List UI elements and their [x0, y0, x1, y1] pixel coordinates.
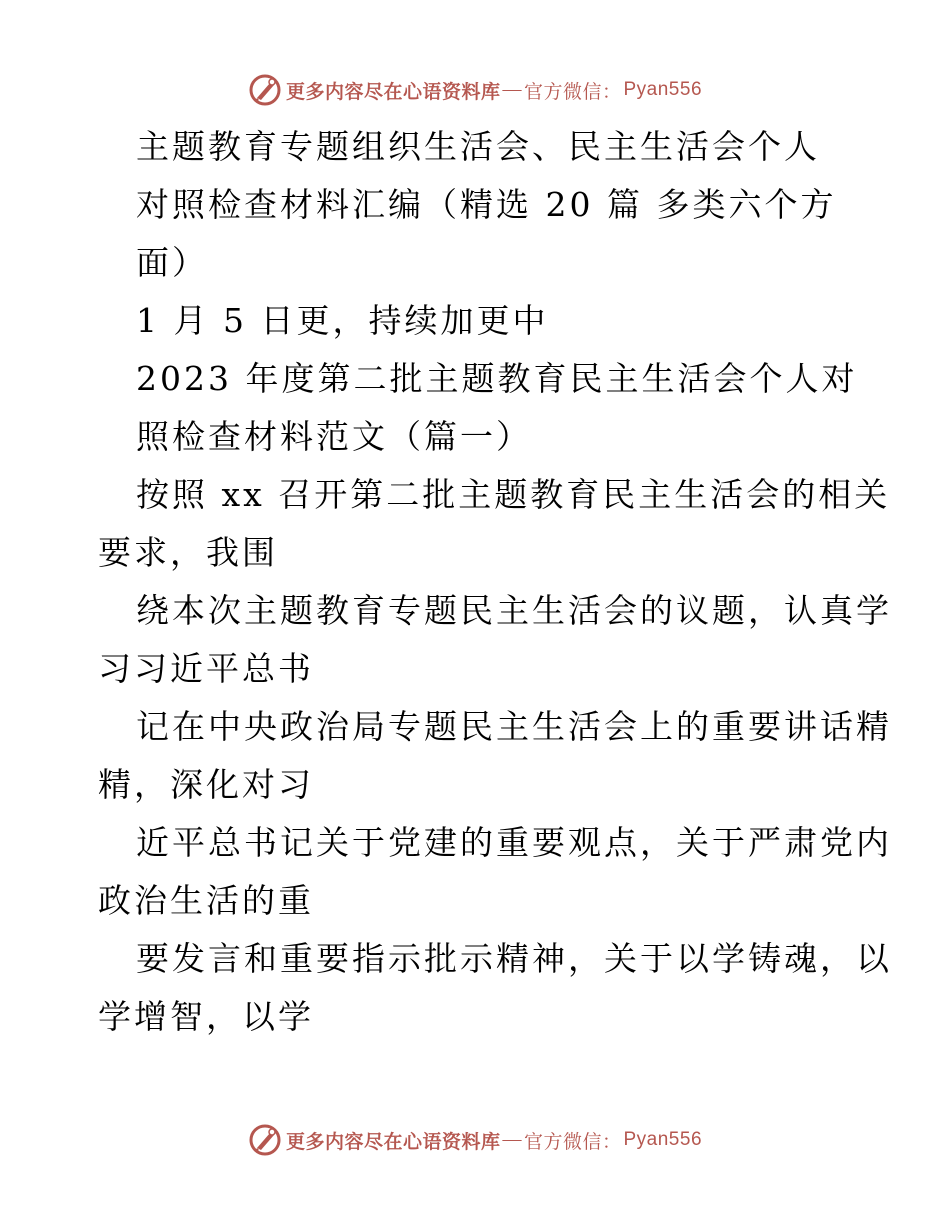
header-watermark: [0, 70, 950, 110]
paragraph-line: 习习近平总书: [98, 649, 314, 688]
paragraph-line: 精，深化对习: [98, 765, 314, 804]
watermark-brand: 更多内容尽在心语资料库: [285, 1131, 501, 1153]
watermark-brand: 更多内容尽在心语资料库: [285, 81, 501, 103]
watermark-wechat-id: Pyan556: [623, 79, 703, 100]
watermark-dash: —: [502, 1129, 522, 1150]
paragraph-line: 学增智，以学: [98, 997, 314, 1036]
watermark-label: 官方微信：: [523, 81, 622, 103]
title-line-3: 面）: [136, 243, 208, 282]
paragraph-line: 政治生活的重: [98, 881, 314, 920]
paragraph-line: 要求，我围: [98, 533, 278, 572]
title-line-2: 对照检查材料汇编（精选 20 篇 多类六个方: [136, 185, 837, 224]
paragraph-line: 按照 xx 召开第二批主题教育民主生活会的相关: [136, 475, 891, 514]
quill-pen-logo-icon: [248, 73, 282, 107]
watermark-dash: —: [502, 79, 522, 100]
document-body: [98, 118, 892, 1046]
watermark-wechat-id: Pyan556: [623, 1129, 703, 1150]
title-line-1: 主题教育专题组织生活会、民主生活会个人: [136, 127, 820, 166]
paragraph-line: 记在中央政治局专题民主生活会上的重要讲话精: [136, 707, 892, 746]
paragraph-line: 近平总书记关于党建的重要观点，关于严肃党内: [136, 823, 892, 862]
update-note: 1 月 5 日更，持续加更中: [136, 301, 549, 340]
footer-watermark: [0, 1120, 950, 1160]
section-heading-line-2: 照检查材料范文（篇一）: [136, 417, 532, 456]
paragraph-line: 绕本次主题教育专题民主生活会的议题，认真学: [136, 591, 892, 630]
quill-pen-logo-icon: [248, 1123, 282, 1157]
watermark-label: 官方微信：: [523, 1131, 622, 1153]
paragraph-line: 要发言和重要指示批示精神，关于以学铸魂，以: [136, 939, 892, 978]
section-heading-line-1: 2023 年度第二批主题教育民主生活会个人对: [136, 359, 858, 398]
